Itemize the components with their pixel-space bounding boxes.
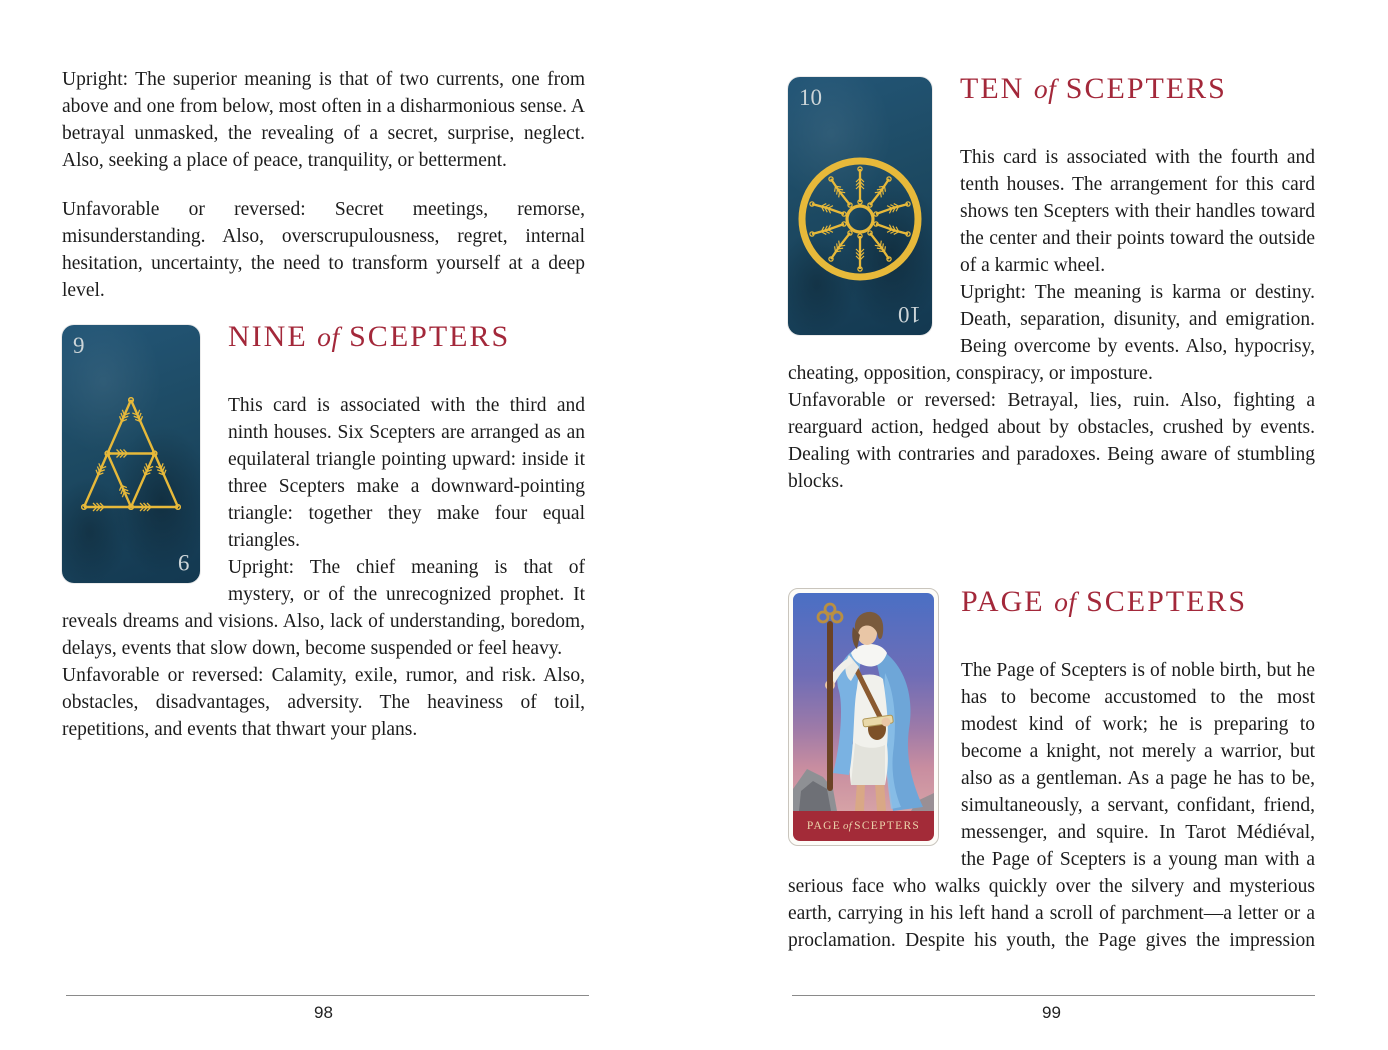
banner-word: SCEPTERS [854,820,921,832]
heading-of: of [317,321,340,352]
card-number-top: 10 [799,85,822,110]
paragraph-page-description: The Page of Scepters is of noble birth, but he has to become accustomed to the most modest kind of work; he is preparing to become a knight, not merely a warrior, but also as a gentleman. As a page he has to be, simultaneously, a servant, confidant, friend, messenger, and squire. In Tarot Médiéval, the Page of Scepters is a young man with a serious face who walks quickly over the silvery and mysterious earth, carrying in his left hand a scroll of parchment—a letter or a proclamation. Despite his youth, the Page gives the impression [788,660,1315,951]
page-of-scepters-art [793,593,934,811]
card-title-banner [793,811,934,841]
paragraph-ten-description: This card is associated with the fourth and tenth houses. The arrangement for this card shows ten Scepters with their handles toward the center and their points toward the outside of a karmic wheel. [960,147,1315,276]
heading-of: of [1033,73,1057,104]
paragraph-nine-description: This card is associated with the third and ninth houses. Six Scepters are arranged as an equilateral triangle pointing upward: inside it three Scepters make a downward-pointing triangle: together they make four equal triangles. [228,395,585,551]
page-left [62,0,585,1050]
section-nine-of-scepters [62,320,585,743]
paragraph-ten-reversed: Unfavorable or reversed: Betrayal, lies, ruin. Also, fighting a rearguard action, hedged about by obstacles, crushed by events. Dealing with contraries and paradoxes. Being aware of stumbling blocks. [788,390,1315,492]
card-number-top: 9 [73,333,85,358]
page-number: 99 [1042,1003,1061,1022]
banner-word: PAGE [806,820,842,832]
heading-word: SCEPTERS [1065,72,1227,105]
heading-word: NINE [228,320,308,353]
footer-rule [66,995,589,996]
banner-of: of [843,820,853,832]
heading-word: PAGE [961,585,1045,618]
card-nine-of-scepters [62,325,200,583]
page-right [788,0,1315,1050]
paragraph-ten-upright: Upright: The meaning is karma or destiny. Death, separation, disunity, and emigration. Being overcome by events. Also, hypocrisy, cheating, opposition, conspiracy, or imposture. [788,282,1315,384]
heading-word: SCEPTERS [1086,585,1248,618]
footer-rule [792,995,1315,996]
paragraph-nine-reversed: Unfavorable or reversed: Calamity, exile, rumor, and risk. Also, obstacles, disadvantages, adversity. The heaviness of toil, repetitions, and events that thwart your plans. [62,665,585,740]
section-page-of-scepters [788,585,1315,954]
heading-of: of [1054,586,1077,617]
page-number: 98 [314,1003,333,1022]
heading-word: SCEPTERS [349,320,511,353]
heading-word: TEN [960,72,1025,105]
card-ten-of-scepters [788,77,932,335]
section-ten-of-scepters [788,72,1315,495]
paragraph-upright-eight: Upright: The superior meaning is that of two currents, one from above and one from below, most often in a disharmonious sense. A betrayal unmasked, the revealing of a secret, surprise, neglect. Also, seeking a place of peace, tranquility, or betterment. [62,69,585,171]
ten-scepters-wheel-art [788,77,932,335]
card-page-of-scepters [788,588,939,846]
card-number-bottom-rotated: 10 [898,302,921,327]
nine-scepters-triangle-art [62,325,200,583]
card-number-bottom-rotated: 9 [177,550,189,575]
paragraph-nine-upright: Upright: The chief meaning is that of mystery, or of the unrecognized prophet. It reveals dreams and visions. Also, lack of understanding, boredom, delays, events that slow down, become suspended or feel heavy. [62,557,585,659]
paragraph-reversed-eight: Unfavorable or reversed: Secret meetings, remorse, misunderstanding. Also, overscrupulousness, regret, internal hesitation, uncertainty, the need to transform yourself at a deep level. [62,199,585,301]
